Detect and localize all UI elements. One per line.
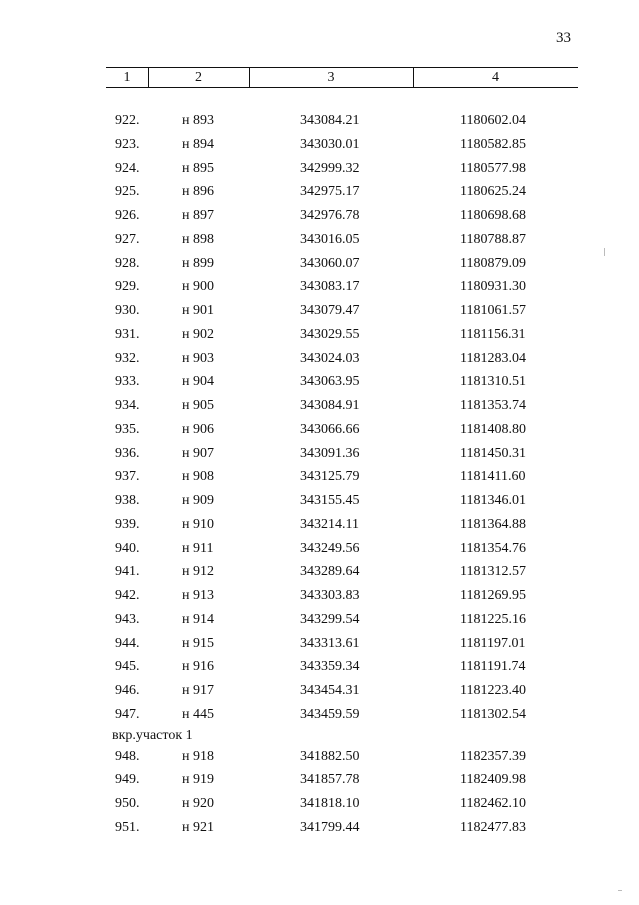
- point-name: н 894: [182, 136, 214, 152]
- coord-y: 1181346.01: [460, 493, 526, 508]
- row-number: 940.: [115, 540, 140, 556]
- coord-x: 343029.55: [300, 326, 360, 342]
- coord-y: 1181364.88: [460, 516, 526, 532]
- header-col-4: 4: [492, 70, 499, 85]
- section-label: вкр.участок 1: [112, 727, 193, 743]
- row-number: 938.: [115, 493, 140, 508]
- point-name: н 903: [182, 350, 214, 366]
- row-number: 926.: [115, 208, 140, 223]
- table-row: [0, 394, 639, 418]
- table-row: [0, 418, 639, 442]
- point-name: н 893: [182, 113, 214, 128]
- table-row: [0, 768, 639, 792]
- row-number: 947.: [115, 706, 140, 722]
- coord-y: 1180625.24: [460, 184, 526, 200]
- scan-artifact: [618, 890, 622, 891]
- point-name: н 916: [182, 659, 214, 675]
- coord-x: 343024.03: [300, 350, 360, 366]
- coord-y: 1181225.16: [460, 611, 526, 627]
- table-row: [0, 513, 639, 537]
- point-name: н 445: [182, 706, 214, 722]
- table-row: [0, 792, 639, 816]
- coord-x: 341882.50: [300, 748, 360, 764]
- coord-x: 343084.21: [300, 113, 360, 128]
- row-number: 944.: [115, 635, 140, 651]
- table-row: [0, 299, 639, 323]
- table-row: [0, 584, 639, 608]
- row-number: 946.: [115, 683, 140, 698]
- coord-x: 343084.91: [300, 398, 360, 413]
- table-row: [0, 370, 639, 394]
- row-number: 923.: [115, 136, 140, 152]
- table-row: [0, 133, 639, 157]
- coord-y: 1181353.74: [460, 398, 526, 413]
- coord-y: 1181310.51: [460, 374, 526, 390]
- row-number: 951.: [115, 819, 140, 835]
- coord-x: 341799.44: [300, 819, 360, 835]
- coord-x: 342976.78: [300, 208, 360, 223]
- row-number: 925.: [115, 184, 140, 200]
- table-row: [0, 252, 639, 276]
- coord-y: 1180931.30: [460, 279, 526, 295]
- coord-x: 343454.31: [300, 683, 360, 698]
- point-name: н 913: [182, 588, 214, 603]
- row-number: 943.: [115, 611, 140, 627]
- point-name: н 896: [182, 184, 214, 200]
- coord-x: 343016.05: [300, 231, 360, 247]
- coord-x: 343063.95: [300, 374, 360, 390]
- coord-y: 1181312.57: [460, 564, 526, 580]
- table-row: [0, 157, 639, 181]
- coord-y: 1182357.39: [460, 748, 526, 764]
- coord-x: 343359.34: [300, 659, 360, 675]
- coord-y: 1181223.40: [460, 683, 526, 698]
- point-name: н 919: [182, 772, 214, 788]
- table-row: [0, 608, 639, 632]
- coord-x: 343091.36: [300, 445, 360, 461]
- point-name: н 921: [182, 819, 214, 835]
- table-row: [0, 204, 639, 228]
- row-number: 928.: [115, 255, 140, 271]
- point-name: н 917: [182, 683, 214, 698]
- table-row: [0, 679, 639, 703]
- coord-x: 343249.56: [300, 540, 360, 556]
- coord-y: 1181283.04: [460, 350, 526, 366]
- coord-x: 343079.47: [300, 303, 360, 318]
- table-row: [0, 442, 639, 466]
- coord-x: 343214.11: [300, 516, 359, 532]
- point-name: н 908: [182, 469, 214, 485]
- coord-y: 1181191.74: [460, 659, 526, 675]
- coord-y: 1181156.31: [460, 326, 526, 342]
- point-name: н 920: [182, 796, 214, 811]
- coord-x: 343066.66: [300, 421, 360, 437]
- coord-x: 343303.83: [300, 588, 360, 603]
- coord-y: 1181354.76: [460, 540, 526, 556]
- row-number: 927.: [115, 231, 140, 247]
- coord-y: 1182409.98: [460, 772, 526, 788]
- table-row: [0, 632, 639, 656]
- table-row: [0, 703, 639, 727]
- coord-x: 343289.64: [300, 564, 360, 580]
- table-row: [0, 465, 639, 489]
- row-number: 922.: [115, 113, 140, 128]
- table-row: [0, 180, 639, 204]
- table-row: [0, 655, 639, 679]
- section-row: [0, 727, 639, 745]
- point-name: н 902: [182, 326, 214, 342]
- point-name: н 918: [182, 748, 214, 764]
- point-name: н 898: [182, 231, 214, 247]
- coord-y: 1180602.04: [460, 113, 526, 128]
- page-number: 33: [556, 30, 571, 46]
- coord-x: 342975.17: [300, 184, 360, 200]
- coord-y: 1181450.31: [460, 445, 526, 461]
- point-name: н 895: [182, 160, 214, 176]
- table-row: [0, 560, 639, 584]
- point-name: н 912: [182, 564, 214, 580]
- coord-x: 343030.01: [300, 136, 360, 152]
- row-number: 950.: [115, 796, 140, 811]
- coord-y: 1180698.68: [460, 208, 526, 223]
- coord-x: 343313.61: [300, 635, 360, 651]
- coord-y: 1182462.10: [460, 796, 526, 811]
- scan-artifact: [604, 248, 605, 256]
- table-row: [0, 347, 639, 371]
- coord-y: 1180577.98: [460, 160, 526, 176]
- header-col-2: 2: [195, 70, 202, 85]
- row-number: 932.: [115, 350, 140, 366]
- coord-y: 1181061.57: [460, 303, 526, 318]
- table-row: [0, 275, 639, 299]
- point-name: н 901: [182, 303, 214, 318]
- row-number: 941.: [115, 564, 140, 580]
- table-row: [0, 323, 639, 347]
- point-name: н 914: [182, 611, 214, 627]
- row-number: 929.: [115, 279, 140, 295]
- table-row: [0, 745, 639, 769]
- coord-x: 341818.10: [300, 796, 360, 811]
- point-name: н 904: [182, 374, 214, 390]
- point-name: н 905: [182, 398, 214, 413]
- row-number: 936.: [115, 445, 140, 461]
- coord-x: 343125.79: [300, 469, 360, 485]
- table-row: [0, 816, 639, 840]
- row-number: 948.: [115, 748, 140, 764]
- point-name: н 911: [182, 540, 214, 556]
- row-number: 935.: [115, 421, 140, 437]
- coord-y: 1181269.95: [460, 588, 526, 603]
- table-row: [0, 109, 639, 133]
- row-number: 930.: [115, 303, 140, 318]
- row-number: 949.: [115, 772, 140, 788]
- coord-y: 1180879.09: [460, 255, 526, 271]
- row-number: 939.: [115, 516, 140, 532]
- coord-x: 341857.78: [300, 772, 360, 788]
- coord-y: 1181302.54: [460, 706, 526, 722]
- row-number: 945.: [115, 659, 140, 675]
- point-name: н 906: [182, 421, 214, 437]
- row-number: 933.: [115, 374, 140, 390]
- header-col-3: 3: [327, 70, 335, 85]
- coord-y: 1181411.60: [460, 469, 526, 485]
- coord-y: 1180788.87: [460, 231, 526, 247]
- point-name: н 909: [182, 493, 214, 508]
- point-name: н 915: [182, 635, 214, 651]
- coord-x: 342999.32: [300, 160, 360, 176]
- coord-x: 343459.59: [300, 706, 360, 722]
- coord-x: 343155.45: [300, 493, 360, 508]
- row-number: 942.: [115, 588, 140, 603]
- coord-y: 1182477.83: [460, 819, 526, 835]
- coord-y: 1180582.85: [460, 136, 526, 152]
- coord-x: 343083.17: [300, 279, 360, 295]
- point-name: н 907: [182, 445, 214, 461]
- coord-y: 1181197.01: [460, 635, 526, 651]
- point-name: н 897: [182, 208, 214, 223]
- point-name: н 899: [182, 255, 214, 271]
- coord-y: 1181408.80: [460, 421, 526, 437]
- row-number: 931.: [115, 326, 140, 342]
- row-number: 934.: [115, 398, 140, 413]
- table-row: [0, 537, 639, 561]
- header-col-1: 1: [123, 70, 131, 85]
- table-header: [106, 67, 578, 88]
- coord-x: 343299.54: [300, 611, 360, 627]
- point-name: н 910: [182, 516, 214, 532]
- table-row: [0, 228, 639, 252]
- row-number: 924.: [115, 160, 140, 176]
- point-name: н 900: [182, 279, 214, 295]
- coord-x: 343060.07: [300, 255, 360, 271]
- row-number: 937.: [115, 469, 140, 485]
- table-row: [0, 489, 639, 513]
- coordinates-table-body: [0, 109, 639, 840]
